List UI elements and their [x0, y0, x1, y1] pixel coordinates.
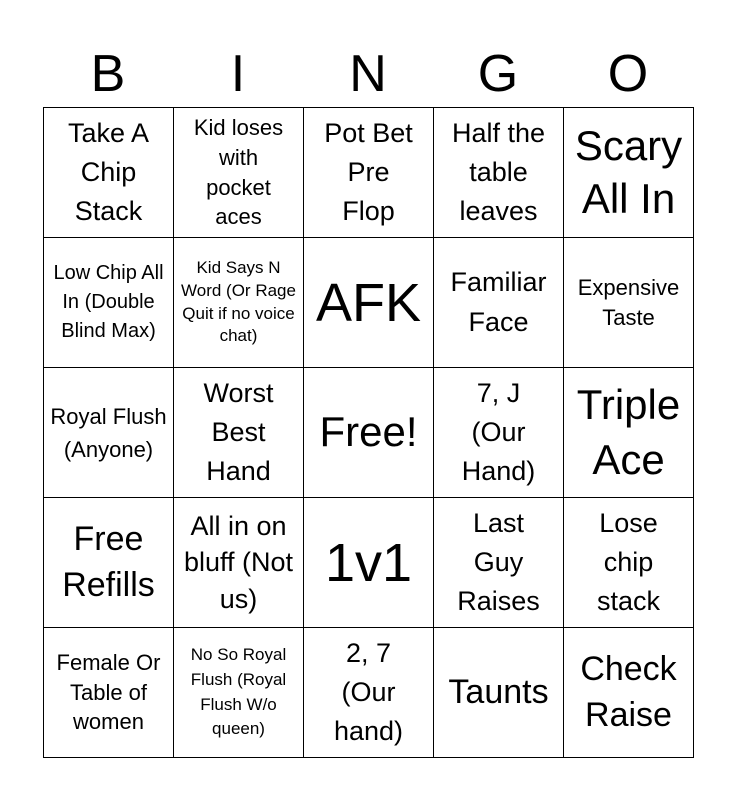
bingo-cell-r3c1[interactable]: Royal Flush (Anyone) [44, 368, 174, 498]
bingo-cell-r5c5[interactable]: Check Raise [564, 628, 694, 758]
header-letter-n: N [349, 45, 387, 103]
bingo-cell-r3c4[interactable]: 7, J (Our Hand) [434, 368, 564, 498]
bingo-cell-r4c2[interactable]: All in on bluff (Not us) [174, 498, 304, 628]
bingo-cell-r3c2[interactable]: Worst Best Hand [174, 368, 304, 498]
bingo-cell-r5c3[interactable]: 2, 7 (Our hand) [304, 628, 434, 758]
header-letter-b: B [90, 45, 126, 103]
bingo-cell-r2c2[interactable]: Kid Says N Word (Or Rage Quit if no voice chat) [174, 238, 304, 368]
bingo-cell-r2c1[interactable]: Low Chip All In (Double Blind Max) [44, 238, 174, 368]
bingo-grid [43, 107, 694, 758]
bingo-cell-r5c4[interactable]: Taunts [434, 628, 564, 758]
bingo-cell-r1c1[interactable]: Take A Chip Stack [44, 108, 174, 238]
bingo-cell-r5c1[interactable]: Female Or Table of women [44, 628, 174, 758]
bingo-cell-r2c4[interactable]: Familiar Face [434, 238, 564, 368]
bingo-cell-r1c4[interactable]: Half the table leaves [434, 108, 564, 238]
bingo-cell-r4c3[interactable]: 1v1 [304, 498, 434, 628]
bingo-cell-r4c5[interactable]: Lose chip stack [564, 498, 694, 628]
bingo-header [43, 40, 693, 108]
bingo-cell-r4c4[interactable]: Last Guy Raises [434, 498, 564, 628]
bingo-cell-r4c1[interactable]: Free Refills [44, 498, 174, 628]
bingo-cell-r1c2[interactable]: Kid loses with pocket aces [174, 108, 304, 238]
bingo-cell-r3c3[interactable]: Free! [304, 368, 434, 498]
bingo-cell-r1c3[interactable]: Pot Bet Pre Flop [304, 108, 434, 238]
header-letter-g: G [477, 45, 519, 103]
bingo-cell-r3c5[interactable]: Triple Ace [564, 368, 694, 498]
bingo-cell-r2c3[interactable]: AFK [304, 238, 434, 368]
bingo-cell-r1c5[interactable]: Scary All In [564, 108, 694, 238]
bingo-cell-r2c5[interactable]: Expensive Taste [564, 238, 694, 368]
bingo-cell-r5c2[interactable]: No So Royal Flush (Royal Flush W/o queen) [174, 628, 304, 758]
header-letter-i: I [230, 45, 246, 103]
header-letter-o: O [607, 45, 649, 103]
